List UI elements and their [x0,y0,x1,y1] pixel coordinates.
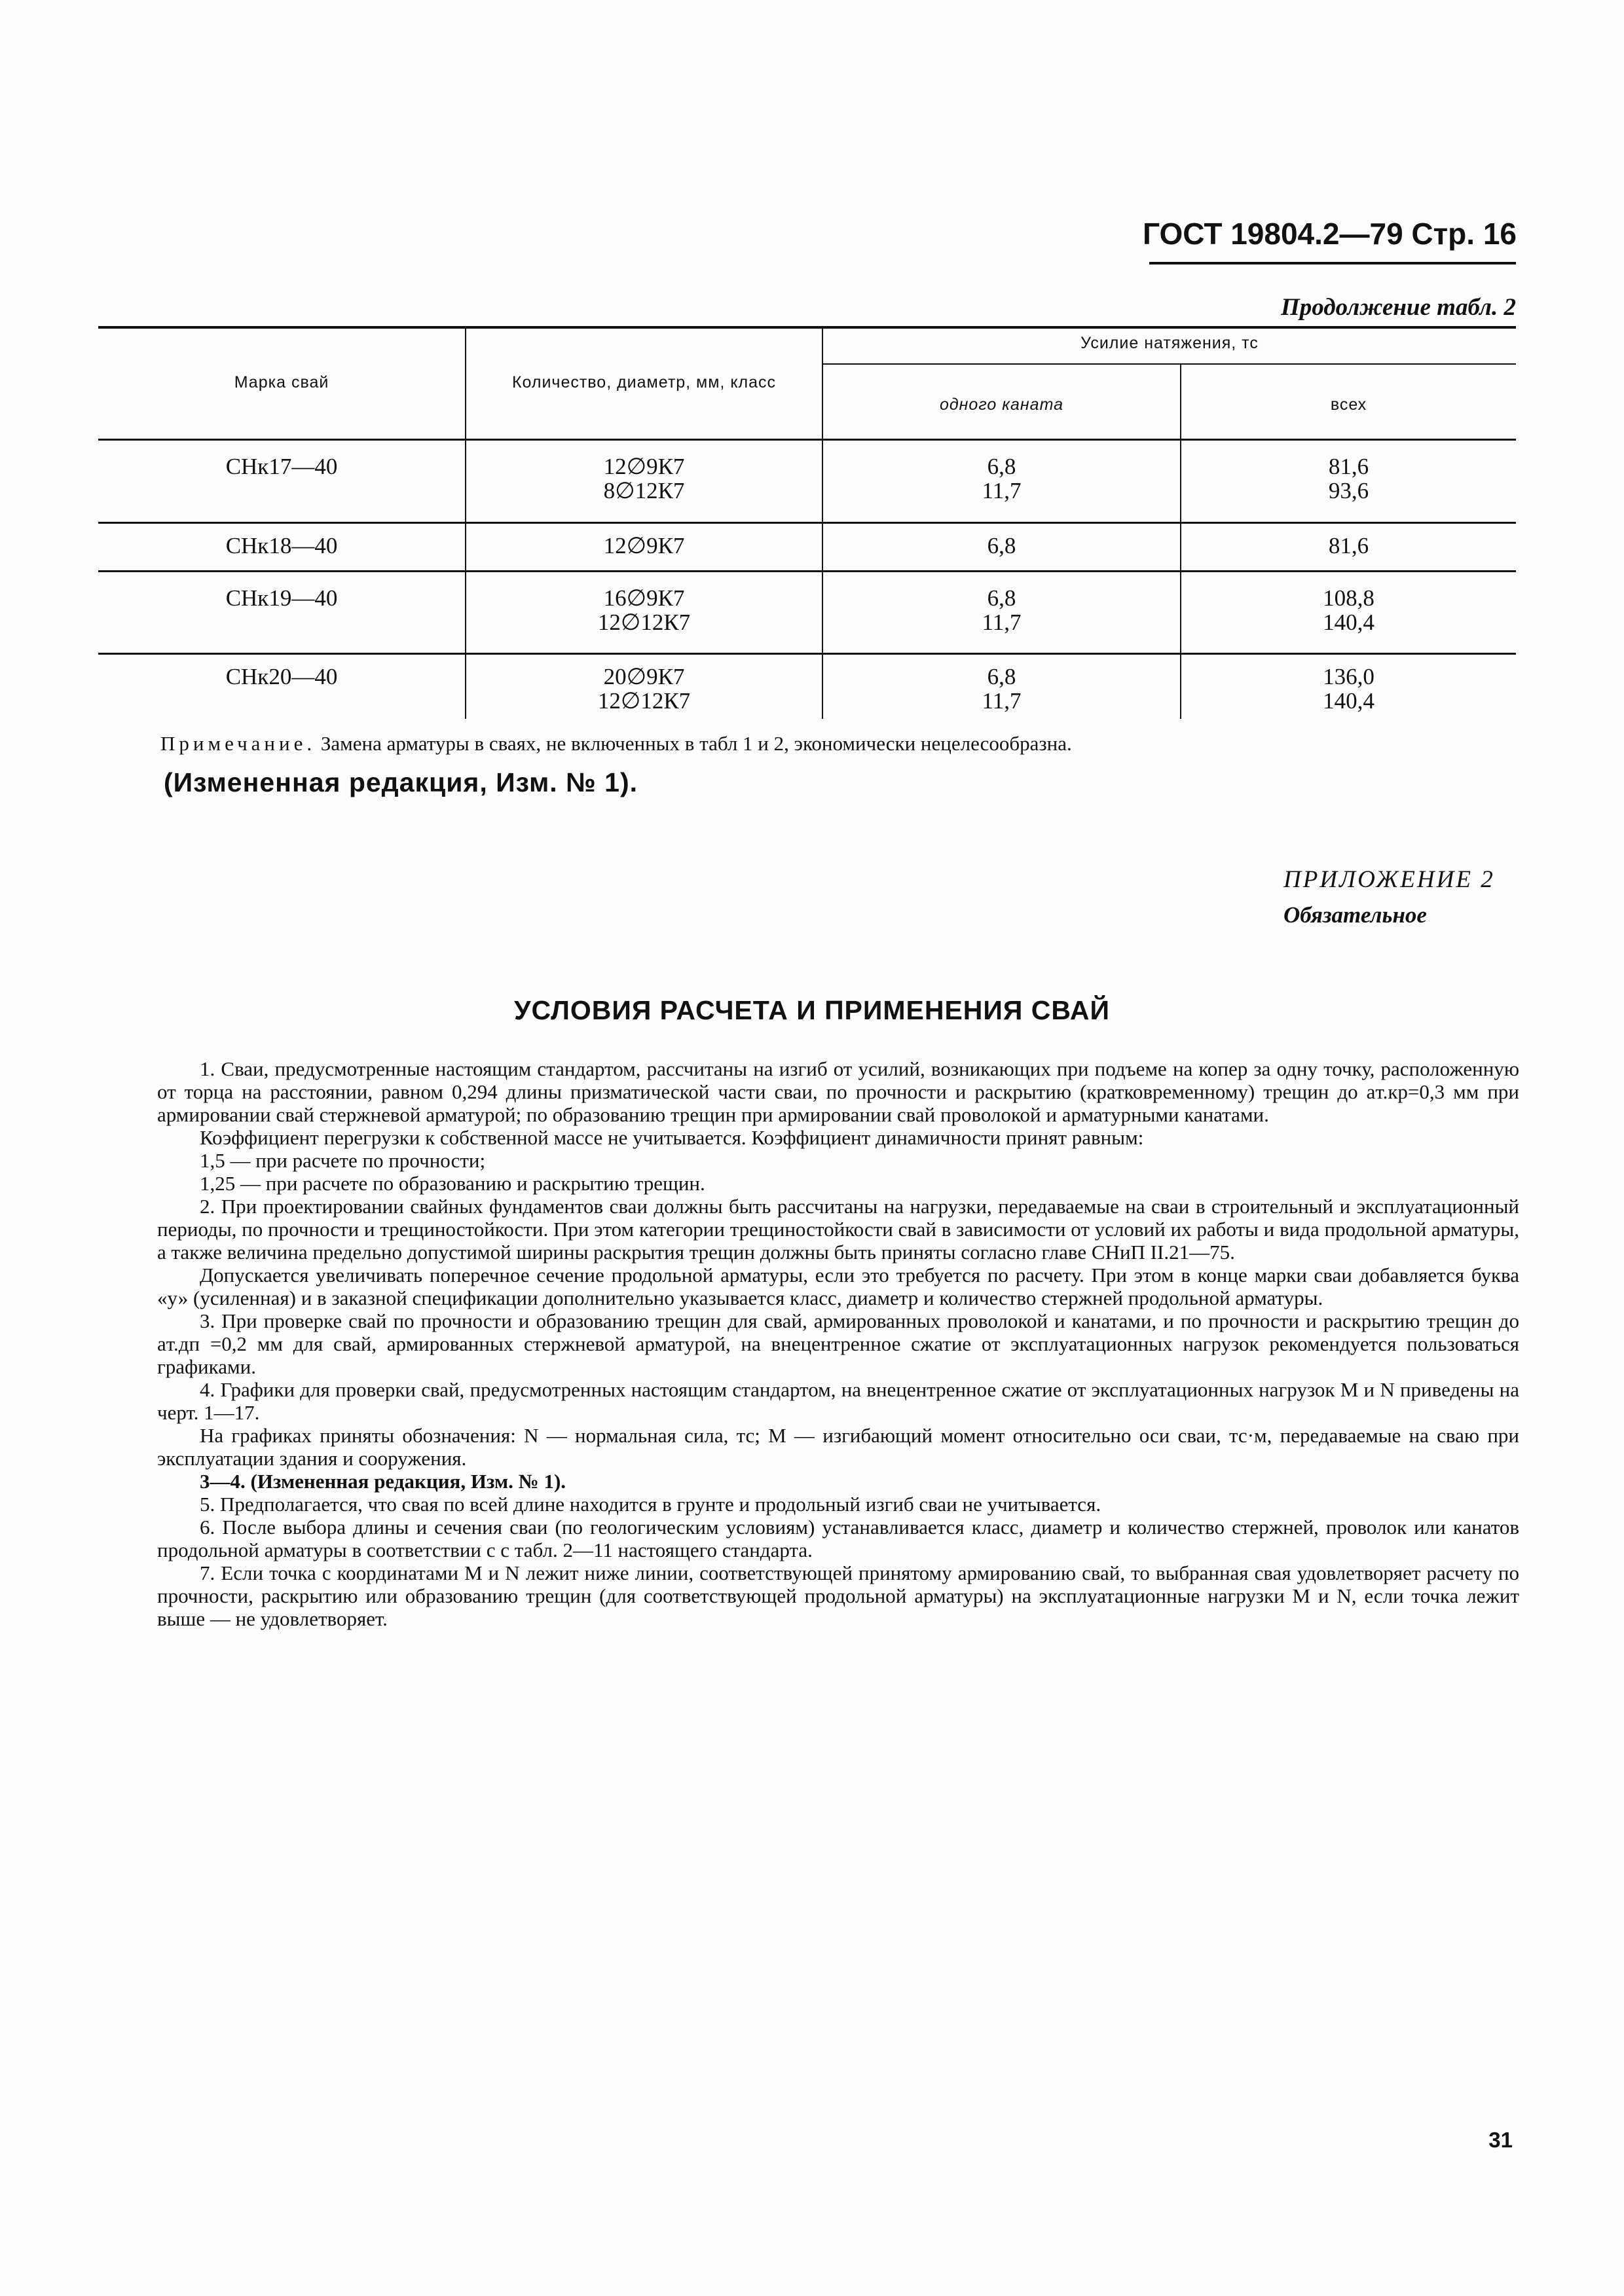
paragraph: Допускается увеличивать поперечное сечение продольной арматуры, если это требуется по расчету. При этом в конце марки сваи добавляется буква «у» (усиленная) и в заказной спецификации дополнительно указывается класс, диаметр и количество стержней продольной арматуры. [157,1264,1519,1309]
row-all-1: 81,6 [1328,533,1369,558]
page-number: 31 [1488,2128,1513,2152]
paragraph: 7. Если точка с координатами M и N лежит ниже линии, соответствующей принятому армированию свай, то выбранная свая удовлетворяет расчету по прочности, раскрытию или образованию трещин (для соответствующей продольной арматуры) на эксплуатационные нагрузки M и N, если точка лежит выше — не удовлетворяет. [157,1561,1519,1630]
row-one-2: 11,7 [982,610,1022,635]
row-one-2: 11,7 [982,478,1022,503]
row-one-2: 11,7 [982,688,1022,714]
table-rule-row1 [98,522,1516,524]
paragraph: 3. При проверке свай по прочности и образованию трещин для свай, армированных проволокой и канатами, и по прочности и раскрытию трещин до aт.дп =0,2 мм для свай, армированных стержневой арматурой, на внецентренное сжатие от эксплуатационных нагрузок рекомендуется пользоваться графиками. [157,1309,1519,1378]
row-qty-2: 12∅12К7 [597,688,691,714]
table-rule-row3 [98,653,1516,655]
paragraph: 1,5 — при расчете по прочности; [200,1149,486,1172]
table-note [160,732,1522,756]
col-header-mark: Марка свай [234,373,329,392]
table-vrule-2 [822,327,823,719]
note-lead: Примечание. [160,732,316,755]
amendment-note: (Измененная редакция, Изм. № 1). [164,767,638,797]
row-mark: СНк18—40 [225,533,338,558]
row-all-2: 140,4 [1323,688,1375,714]
row-all-1: 108,8 [1323,585,1375,611]
paragraph: На графиках приняты обозначения: N — нормальная сила, тс; M — изгибающий момент относительно оси сваи, тс·м, передаваемые на сваю при эксплуатации здания и сооружения. [157,1424,1519,1470]
row-qty-1: 12∅9К7 [603,454,685,479]
row-one-1: 6,8 [987,585,1016,611]
row-all-1: 136,0 [1323,664,1375,689]
col-header-tension: Усилие натяжения, тс [1080,334,1259,352]
paragraph: 6. После выбора длины и сечения сваи (по геологическим условиям) устанавливается класс, диаметр и количество стержней, проволок или канатов продольной арматуры в соответствии с с табл. 2—11 настоящего стандарта. [157,1516,1519,1561]
row-qty-2: 8∅12К7 [603,478,685,503]
paragraph: Коэффициент перегрузки к собственной массе не учитывается. Коэффициент динамичности принят равным: [200,1126,1144,1149]
paragraph-amendment: 3—4. (Измененная редакция, Изм. № 1). [200,1470,566,1493]
row-mark: СНк19—40 [225,585,338,611]
appendix-title: ПРИЛОЖЕНИЕ 2 [1283,866,1495,893]
paragraph: 5. Предполагается, что свая по всей длине находится в грунте и продольный изгиб сваи не учитывается. [200,1493,1101,1516]
paragraph: 1. Сваи, предусмотренные настоящим стандартом, рассчитаны на изгиб от усилий, возникающих при подъеме на копер за одну точку, расположенную от торца на расстоянии, равном 0,294 длины призматической части сваи, по прочности и раскрытию (кратковременному) трещин до aт.кр=0,3 мм при армировании свай стержневой арматурой; по образованию трещин при армировании свай проволокой и арматурными канатами. [157,1057,1519,1126]
table-rule-top [98,326,1516,329]
row-qty-1: 20∅9К7 [603,664,685,689]
section-title: УСЛОВИЯ РАСЧЕТА И ПРИМЕНЕНИЯ СВАЙ [513,995,1110,1025]
note-text: Замена арматуры в сваях, не включенных в табл 1 и 2, экономически нецелесообразна. [316,732,1072,755]
header-rule [1149,262,1516,264]
paragraph: 1,25 — при расчете по образованию и раскрытию трещин. [200,1172,705,1195]
paragraph: 2. При проектировании свайных фундаментов сваи должны быть рассчитаны на нагрузки, передаваемые на сваи в строительный и эксплуатационный периоды, по прочности и трещиностойкости. При этом категории трещиностойкости свай в зависимости от условий их работы и вида продольной арматуры, а также величина предельно допустимой ширины раскрытия трещин должны быть приняты согласно главе СНиП II.21—75. [157,1195,1519,1264]
row-qty-1: 16∅9К7 [603,585,685,611]
row-mark: СНк17—40 [225,454,338,479]
table-continuation-label: Продолжение табл. 2 [1281,294,1516,321]
row-one-1: 6,8 [987,664,1016,689]
row-all-1: 81,6 [1328,454,1369,479]
row-one-1: 6,8 [987,533,1016,558]
table-rule-row2 [98,570,1516,572]
table-rule-tension [822,363,1516,365]
page-header: ГОСТ 19804.2—79 Стр. 16 [1143,217,1517,251]
paragraph: 4. Графики для проверки свай, предусмотренных настоящим стандартом, на внецентренное сжатие от эксплуатационных нагрузок M и N приведены на черт. 1—17. [157,1378,1519,1424]
row-qty-2: 12∅12К7 [597,610,691,635]
col-header-qty: Количество, диаметр, мм, класс [511,373,777,392]
row-all-2: 93,6 [1328,478,1369,503]
col-header-one-strand: одного каната [939,395,1064,414]
row-qty-1: 12∅9К7 [603,533,685,558]
row-mark: СНк20—40 [225,664,338,689]
row-one-1: 6,8 [987,454,1016,479]
col-header-all: всех [1330,395,1367,414]
appendix-subtitle: Обязательное [1283,902,1427,928]
row-all-2: 140,4 [1323,610,1375,635]
body-text [157,1057,1519,1630]
table-rule-header-bottom [98,439,1516,441]
